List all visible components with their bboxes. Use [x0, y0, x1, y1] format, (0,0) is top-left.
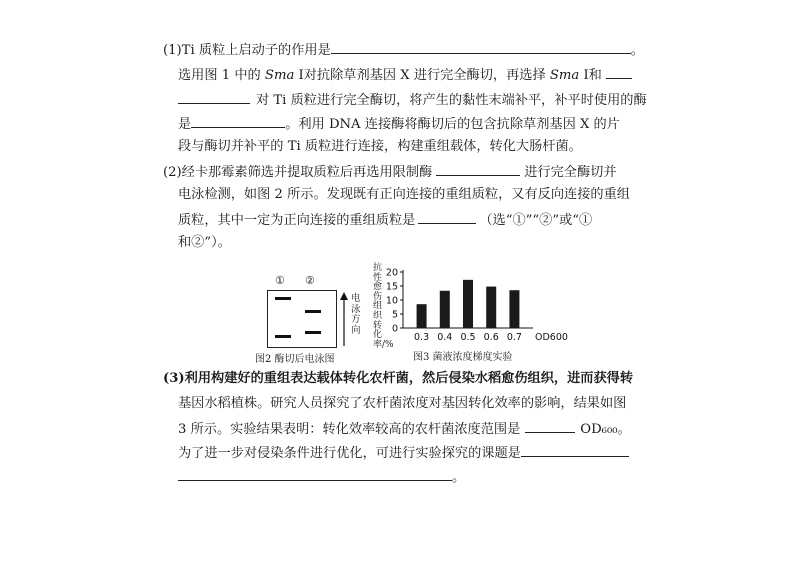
enzyme-name-sma: Sma: [549, 68, 580, 83]
q1-text: Ⅰ和: [579, 68, 602, 83]
q1-line-4: [178, 114, 620, 134]
answer-blank-topic-a[interactable]: [521, 443, 629, 457]
x-axis-label: OD600: [535, 332, 568, 343]
lane-label-2: ②: [305, 274, 315, 287]
q3-text: 为了进一步对侵染条件进行优化，可进行实验探究的课题是: [178, 446, 521, 461]
bar-od-0.3: [417, 304, 427, 328]
y-tick-label: 10: [385, 295, 398, 307]
answer-blank-enzyme-a[interactable]: [606, 65, 632, 79]
x-tick-label: 0.3: [414, 332, 430, 343]
figure-2-gel: [255, 270, 375, 365]
q2-line-2: [178, 186, 630, 204]
enzyme-name-sma: Sma: [264, 68, 295, 83]
y-tick-label: 20: [385, 267, 398, 279]
q2-line-3: [178, 210, 592, 230]
gel-band: [305, 310, 321, 313]
answer-blank-od-range[interactable]: [525, 419, 575, 433]
arrow-label: 电泳方向: [351, 293, 361, 336]
x-tick-label: 0.6: [483, 332, 499, 343]
bar-od-0.4: [440, 291, 450, 328]
bar-chart-svg: [375, 262, 568, 362]
q3-line-5: [178, 467, 465, 487]
q1-line-5: [178, 138, 582, 156]
q1-period: 。: [630, 43, 644, 58]
q3-line-2: [178, 395, 626, 413]
q2-text: （选“①”“②”或“①: [479, 213, 593, 228]
answer-blank-topic-b[interactable]: [178, 467, 452, 481]
answer-blank-plasmid-choice[interactable]: [418, 210, 476, 224]
q1-text: Ⅰ对抗除草剂基因 X 进行完全酶切，再选择: [294, 68, 550, 83]
q2-line-1: [163, 162, 617, 182]
x-tick-label: 0.4: [437, 332, 453, 343]
q3-text: 基因水稻植株。研究人员探究了农杆菌浓度对基因转化效率的影响，结果如图: [178, 396, 627, 411]
q2-line-4: [178, 234, 231, 252]
q3-text: 3 所示。实验结果表明：转化效率较高的农杆菌浓度范围是: [178, 422, 521, 437]
q3-period: 。: [452, 470, 466, 485]
answer-blank-restriction-enzyme[interactable]: [436, 162, 520, 176]
figure-3-chart: [373, 262, 568, 363]
q1-text: 是: [178, 117, 192, 132]
bar-od-0.6: [486, 287, 496, 328]
y-axis-label: 抗性愈伤组织转化率/%: [373, 263, 394, 350]
q3-text: (3)利用构建好的重组表达载体转化农杆菌，然后侵染水稻愈伤组织，进而获得转: [163, 371, 634, 386]
q1-text: 选用图 1 中的: [178, 68, 265, 83]
q1-line-3: [178, 90, 647, 110]
lane-label-1: ①: [275, 274, 285, 287]
figure-3-caption: 图3 菌液浓度梯度实验: [413, 352, 513, 363]
q1-line-1: [163, 40, 644, 60]
bar-od-0.5: [463, 280, 473, 328]
q1-text: (1)Ti 质粒上启动子的作用是: [163, 43, 331, 58]
q2-text: (2)经卡那霉素筛选并提取质粒后再选用限制酶: [163, 165, 433, 180]
q2-text: 电泳检测，如图 2 所示。发现既有正向连接的重组质粒，又有反向连接的重组: [178, 187, 630, 202]
figure-2-caption: 图2 酶切后电泳图: [255, 354, 335, 365]
gel-band: [305, 331, 321, 334]
q1-text: 。利用 DNA 连接酶将酶切后的包含抗除草剂基因 X 的片: [285, 117, 620, 132]
y-tick-label: 5: [391, 309, 398, 321]
answer-blank-enzyme-b[interactable]: [178, 90, 250, 104]
gel-band: [275, 297, 291, 300]
answer-blank-fill-enzyme[interactable]: [191, 114, 285, 128]
q3-text: OD₆₀₀。: [580, 422, 631, 437]
q1-line-2: [178, 65, 632, 85]
y-tick-label: 15: [385, 281, 398, 293]
answer-blank-promoter[interactable]: [331, 40, 631, 54]
q1-text: 对 Ti 质粒进行完全酶切，将产生的黏性末端补平，补平时使用的酶: [256, 93, 647, 108]
electrophoresis-arrow-icon: [339, 292, 349, 346]
bar-od-0.7: [509, 290, 519, 328]
x-tick-label: 0.5: [460, 332, 476, 343]
q2-text: 进行完全酶切并: [524, 165, 617, 180]
q3-line-3: [178, 419, 631, 439]
q2-text: 和②”）。: [178, 235, 231, 250]
q1-text: 段与酶切并补平的 Ti 质粒进行连接，构建重组载体，转化大肠杆菌。: [178, 139, 582, 154]
q3-line-1: [163, 370, 633, 388]
q2-text: 质粒，其中一定为正向连接的重组质粒是: [178, 213, 416, 228]
gel-band: [275, 335, 291, 338]
y-tick-label: 0: [391, 323, 398, 335]
x-tick-label: 0.7: [506, 332, 522, 343]
q3-line-4: [178, 443, 629, 463]
